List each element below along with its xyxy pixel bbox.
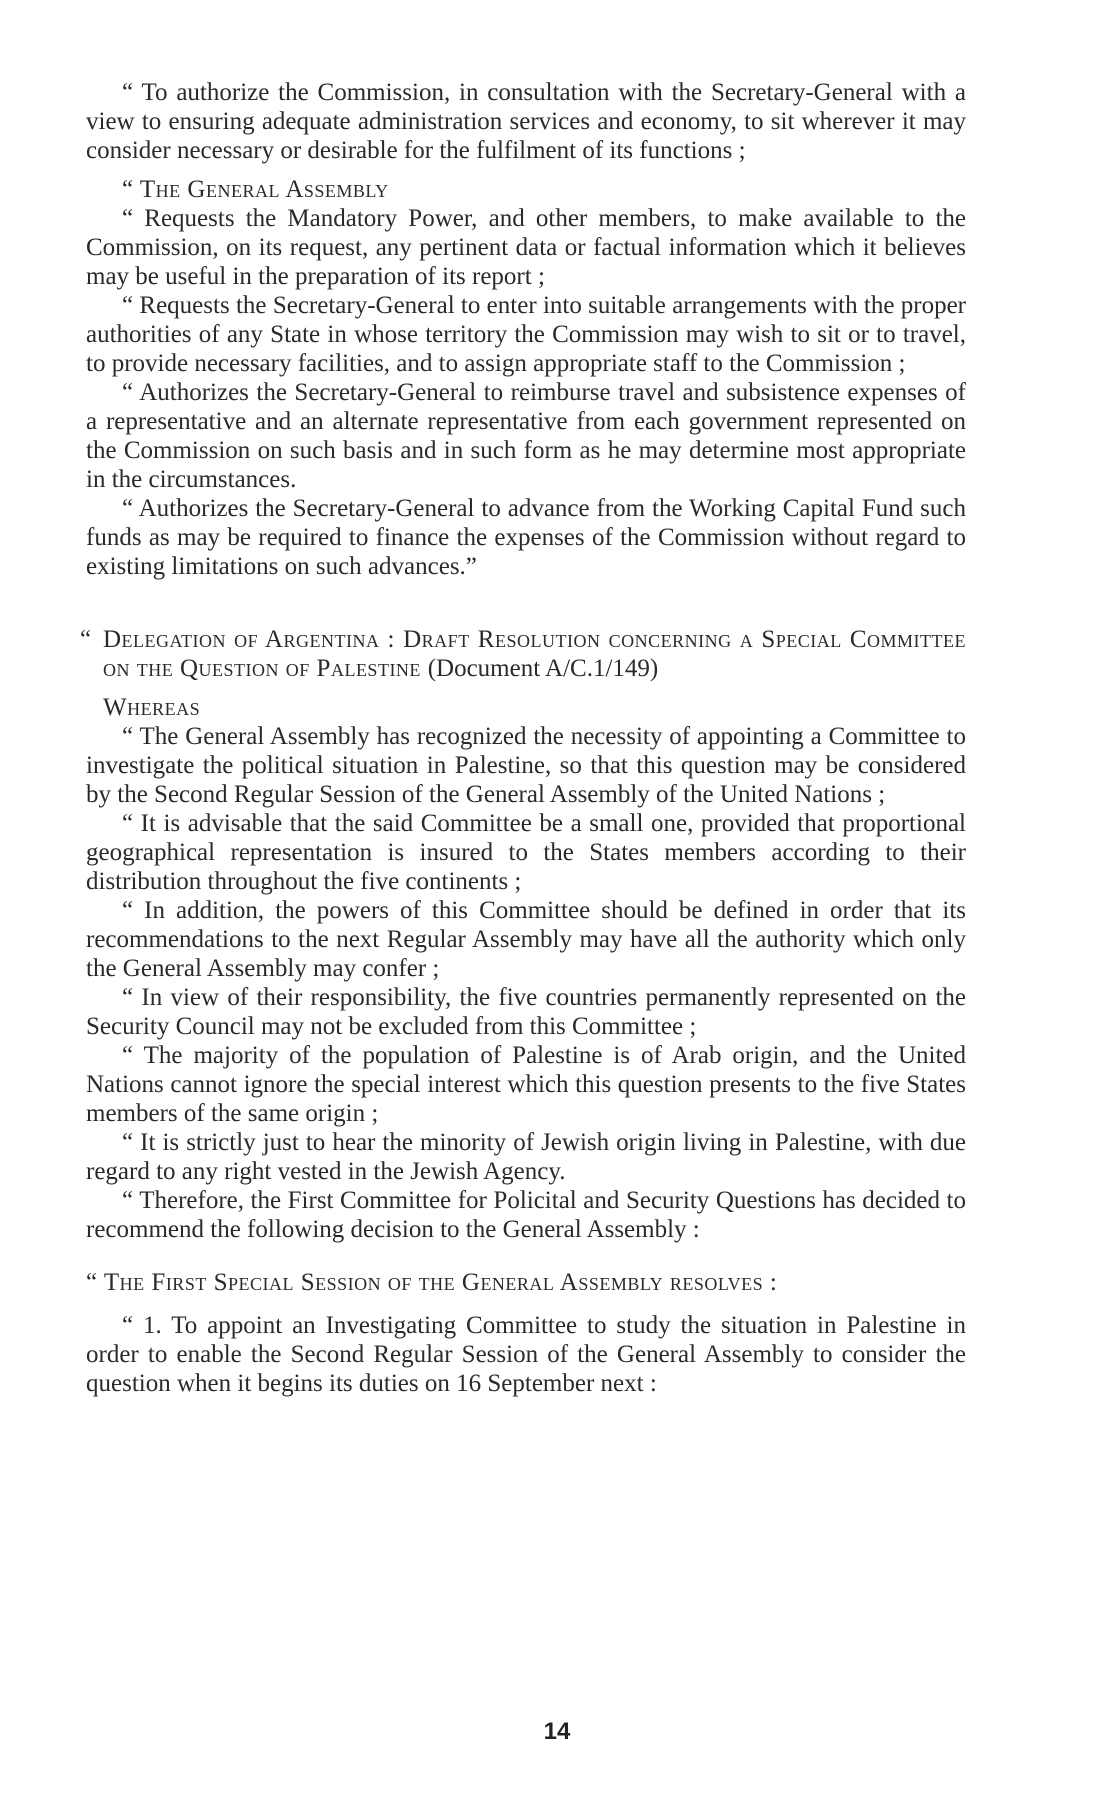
heading-document-ref: (Document A/C.1/149) xyxy=(427,655,659,682)
paragraph-requests-secretary-general: “ Requests the Secretary-General to enter into suitable arrangements with the proper authorities of any State in whose territory the Commission may wish to sit or to travel, to provide necessary facilities, and to assign appropriate staff to the Commission ; xyxy=(86,292,966,377)
whereas-label: Whereas xyxy=(103,694,201,721)
paragraph-authorize-commission: “ To authorize the Commission, in consultation with the Secretary-General with a view to ensuring adequate administration services and economy, to sit wherever it may consider necessary or desirable for the fulfilment of its functions ; xyxy=(86,79,966,164)
paragraph-whereas-advisable: “ It is advisable that the said Committee be a small one, provided that proportional geographical representation is insured to the States members according to their distribution throughout the five continents ; xyxy=(86,810,966,895)
paragraph-requests-mandatory-power: “ Requests the Mandatory Power, and other members, to make available to the Commission, on its request, any pertinent data or factual information which it believes may be useful in the preparation of its report ; xyxy=(86,205,966,290)
section-label-general-assembly: “ The General Assembly xyxy=(122,176,389,203)
paragraph-whereas-recognized: “ The General Assembly has recognized the necessity of appointing a Committee to investigate the political situation in Palestine, so that this question may be considered by the Second Regular Session of the General Assembly of the United Nations ; xyxy=(86,723,966,808)
paragraph-appoint-committee: “ 1. To appoint an Investigating Committee to study the situation in Palestine in order to enable the Second Regular Session of the General Assembly to consider the question when it begins its duties on 16 September next : xyxy=(86,1312,966,1397)
document-page xyxy=(80,78,966,1398)
heading-open-quote: “ xyxy=(80,626,92,653)
paragraph-authorizes-reimburse: “ Authorizes the Secretary-General to reimburse travel and subsistence expenses of a representative and an alternate representative from each government represented on the Commission on such basis and in such form as he may determine most appropriate in the circumstances. xyxy=(86,379,966,493)
heading-text xyxy=(103,625,966,683)
paragraph-whereas-minority: “ It is strictly just to hear the minority of Jewish origin living in Palestine, with due regard to any right vested in the Jewish Agency. xyxy=(86,1129,966,1185)
paragraph-authorizes-advance: “ Authorizes the Secretary-General to advance from the Working Capital Fund such funds as may be required to finance the expenses of the Commission without regard to existing limitations on such advances.” xyxy=(86,495,966,580)
resolves-heading: “ The First Special Session of the General Assembly resolves : xyxy=(86,1269,778,1296)
page-number: 14 xyxy=(543,1718,571,1745)
paragraph-whereas-therefore: “ Therefore, the First Committee for Policital and Security Questions has decided to recommend the following decision to the General Assembly : xyxy=(86,1187,966,1243)
paragraph-whereas-majority: “ The majority of the population of Palestine is of Arab origin, and the United Nations cannot ignore the special interest which this question presents to the five States members of the same origin ; xyxy=(86,1042,966,1127)
paragraph-whereas-powers: “ In addition, the powers of this Committee should be defined in order that its recommendations to the next Regular Assembly may have all the authority which only the General Assembly may confer ; xyxy=(86,897,966,982)
paragraph-whereas-responsibility: “ In view of their responsibility, the five countries permanently represented on the Security Council may not be excluded from this Committee ; xyxy=(86,984,966,1040)
heading-title: Delegation of Argentina : Draft Resolution concerning a Special Committee on the Question of Palestine xyxy=(103,626,966,682)
draft-resolution-heading xyxy=(80,625,966,683)
